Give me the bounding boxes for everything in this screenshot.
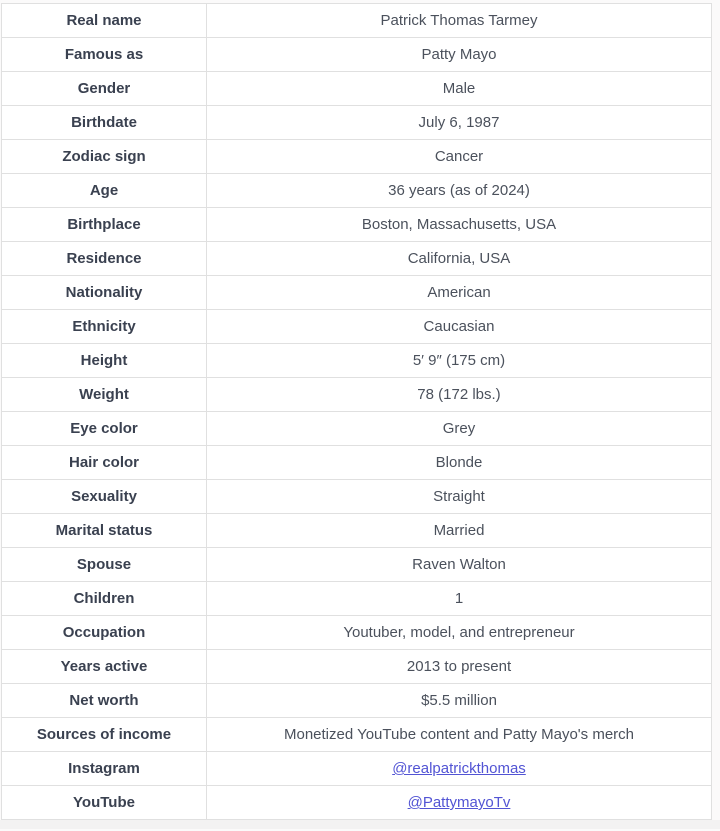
row-value-cell: 78 (172 lbs.): [207, 378, 712, 412]
bio-table-body: [2, 4, 712, 820]
table-row: [2, 548, 712, 582]
row-value-cell: $5.5 million: [207, 684, 712, 718]
table-row: [2, 752, 712, 786]
row-label: Height: [2, 344, 207, 378]
row-value-cell: Youtuber, model, and entrepreneur: [207, 616, 712, 650]
row-label: Weight: [2, 378, 207, 412]
row-value-cell: Married: [207, 514, 712, 548]
row-value-cell: Blonde: [207, 446, 712, 480]
table-row: [2, 684, 712, 718]
row-value-cell: American: [207, 276, 712, 310]
row-label: Eye color: [2, 412, 207, 446]
table-row: [2, 242, 712, 276]
row-label: Real name: [2, 4, 207, 38]
row-label: Ethnicity: [2, 310, 207, 344]
social-handle-link[interactable]: @PattymayoTv: [407, 794, 511, 811]
table-row: [2, 378, 712, 412]
table-row: [2, 72, 712, 106]
row-label: Hair color: [2, 446, 207, 480]
table-row: [2, 140, 712, 174]
row-label: Gender: [2, 72, 207, 106]
social-handle-link[interactable]: @realpatrickthomas: [392, 760, 526, 777]
row-label: Birthdate: [2, 106, 207, 140]
row-value-cell: Grey: [207, 412, 712, 446]
bio-table: [1, 3, 712, 820]
row-label: Children: [2, 582, 207, 616]
row-label: Sources of income: [2, 718, 207, 752]
row-label: Age: [2, 174, 207, 208]
table-row: [2, 106, 712, 140]
table-row: [2, 786, 712, 820]
row-value-cell: 5′ 9″ (175 cm): [207, 344, 712, 378]
row-label: Nationality: [2, 276, 207, 310]
row-value-cell: Male: [207, 72, 712, 106]
table-row: [2, 718, 712, 752]
row-value-cell: California, USA: [207, 242, 712, 276]
row-value-cell: 2013 to present: [207, 650, 712, 684]
row-value-cell: Raven Walton: [207, 548, 712, 582]
table-row: [2, 174, 712, 208]
row-value-cell: Patty Mayo: [207, 38, 712, 72]
table-row: [2, 514, 712, 548]
table-row: [2, 38, 712, 72]
row-value-cell: Straight: [207, 480, 712, 514]
row-value-cell: Monetized YouTube content and Patty Mayo's merch: [207, 718, 712, 752]
row-label: Residence: [2, 242, 207, 276]
row-value-cell: [207, 752, 712, 786]
row-label: YouTube: [2, 786, 207, 820]
row-label: Birthplace: [2, 208, 207, 242]
row-label: Spouse: [2, 548, 207, 582]
table-row: [2, 480, 712, 514]
row-value-cell: Boston, Massachusetts, USA: [207, 208, 712, 242]
row-value-cell: Cancer: [207, 140, 712, 174]
row-value-cell: [207, 786, 712, 820]
row-value-cell: Patrick Thomas Tarmey: [207, 4, 712, 38]
table-row: [2, 446, 712, 480]
table-row: [2, 344, 712, 378]
row-value-cell: Caucasian: [207, 310, 712, 344]
row-label: Zodiac sign: [2, 140, 207, 174]
row-label: Years active: [2, 650, 207, 684]
table-row: [2, 412, 712, 446]
row-label: Net worth: [2, 684, 207, 718]
row-label: Marital status: [2, 514, 207, 548]
row-label: Instagram: [2, 752, 207, 786]
row-value-cell: July 6, 1987: [207, 106, 712, 140]
row-label: Sexuality: [2, 480, 207, 514]
row-value-cell: 36 years (as of 2024): [207, 174, 712, 208]
row-label: Famous as: [2, 38, 207, 72]
table-row: [2, 4, 712, 38]
table-row: [2, 582, 712, 616]
table-row: [2, 650, 712, 684]
table-row: [2, 310, 712, 344]
table-row: [2, 276, 712, 310]
table-row: [2, 616, 712, 650]
table-row: [2, 208, 712, 242]
row-label: Occupation: [2, 616, 207, 650]
row-value-cell: 1: [207, 582, 712, 616]
